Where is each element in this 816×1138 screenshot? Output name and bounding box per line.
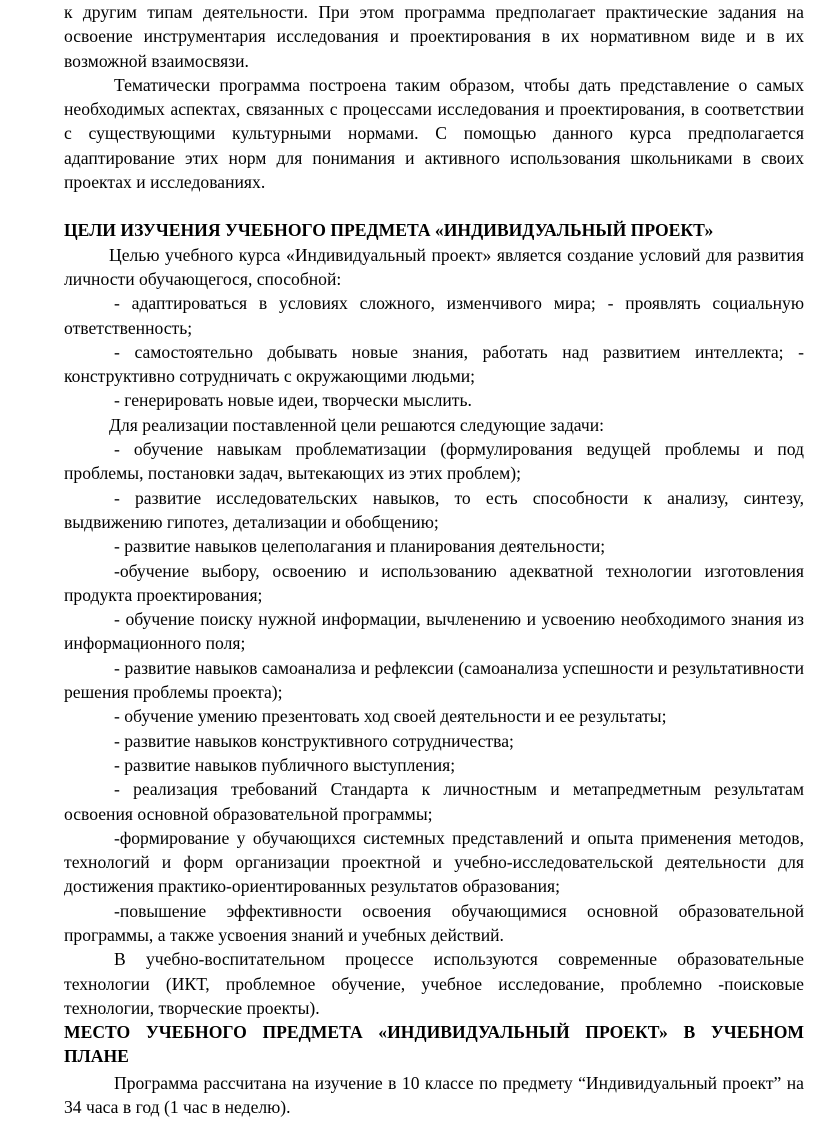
task-item: - обучение умению презентовать ход своей деятельности и ее результаты;: [114, 706, 667, 727]
ability-item: - самостоятельно добывать новые знания, работать над развитием интеллекта; - конструктивно сотрудничать с окружающими людьми;: [64, 341, 804, 387]
intro-paragraph-1: к другим типам деятельности. При этом программа предполагает практические задания на освоение инструментария исследования и проектирования в их нормативном виде и в их возможной взаимосвязи.: [64, 2, 804, 71]
task-item: - реализация требований Стандарта к личностным и метапредметным результатам освоения основной образовательной программы;: [64, 779, 804, 824]
task-item: - развитие навыков конструктивного сотрудничества;: [114, 730, 514, 751]
document-page: [64, 0, 804, 1119]
task-item: - развитие исследовательских навыков, то есть способности к анализу, синтезу, выдвижению гипотез, детализации и обобщению;: [64, 487, 804, 532]
task-item: - обучение навыкам проблематизации (формулирования ведущей проблемы и под проблемы, постановки задач, вытекающих из этих проблем);: [64, 439, 804, 484]
task-item: - развитие навыков самоанализа и рефлексии (самоанализа успешности и результативности решения проблемы проекта);: [64, 657, 804, 703]
task-item: - развитие навыков публичного выступления;: [114, 754, 456, 775]
task-item: -повышение эффективности освоения обучающимися основной образовательной программы, а также усвоения знаний и учебных действий.: [64, 900, 804, 945]
place-heading: МЕСТО УЧЕБНОГО ПРЕДМЕТА «ИНДИВИДУАЛЬНЫЙ ПРОЕКТ» В УЧЕБНОМ ПЛАНЕ: [64, 1022, 804, 1067]
task-item: - развитие навыков целеполагания и планирования деятельности;: [114, 536, 606, 557]
intro-paragraph-2: Тематически программа построена таким образом, чтобы дать представление о самых необходимых аспектах, связанных с процессами исследования и проектирования, в соответствии с существующими культурными нормами. С помощью данного курса предполагается адаптирование этих норм для понимания и активного использования школьниками в своих проектах и исследованиях.: [64, 74, 804, 193]
section-spacer: [64, 194, 804, 218]
place-paragraph: Программа рассчитана на изучение в 10 классе по предмету “Индивидуальный проект” на 34 часа в год (1 час в неделю).: [64, 1072, 804, 1118]
goals-heading: ЦЕЛИ ИЗУЧЕНИЯ УЧЕБНОГО ПРЕДМЕТА «ИНДИВИДУАЛЬНЫЙ ПРОЕКТ»: [64, 220, 714, 241]
task-item: -формирование у обучающихся системных представлений и опыта применения методов, технологий и форм организации проектной и учебно-исследовательской деятельности для достижения практико-ориентированных результатов образования;: [64, 827, 804, 897]
ability-item: - адаптироваться в условиях сложного, изменчивого мира; - проявлять социальную ответственность;: [64, 293, 804, 338]
tasks-intro: Для реализации поставленной цели решаются следующие задачи:: [109, 414, 605, 435]
task-item: -обучение выбору, освоению и использованию адекватной технологии изготовления продукта проектирования;: [64, 560, 804, 605]
goals-purpose: Целью учебного курса «Индивидуальный проект» является создание условий для развития личности обучающегося, способной:: [64, 244, 804, 289]
technologies-paragraph: В учебно-воспитательном процессе используются современные образовательные технологии (ИКТ, проблемное обучение, учебное исследование, проблемно -поисковые технологии, творческие проекты).: [64, 949, 804, 1018]
task-item: - обучение поиску нужной информации, вычленению и усвоению необходимого знания из информационного поля;: [64, 609, 804, 654]
ability-item: - генерировать новые идеи, творчески мыслить.: [114, 390, 472, 411]
